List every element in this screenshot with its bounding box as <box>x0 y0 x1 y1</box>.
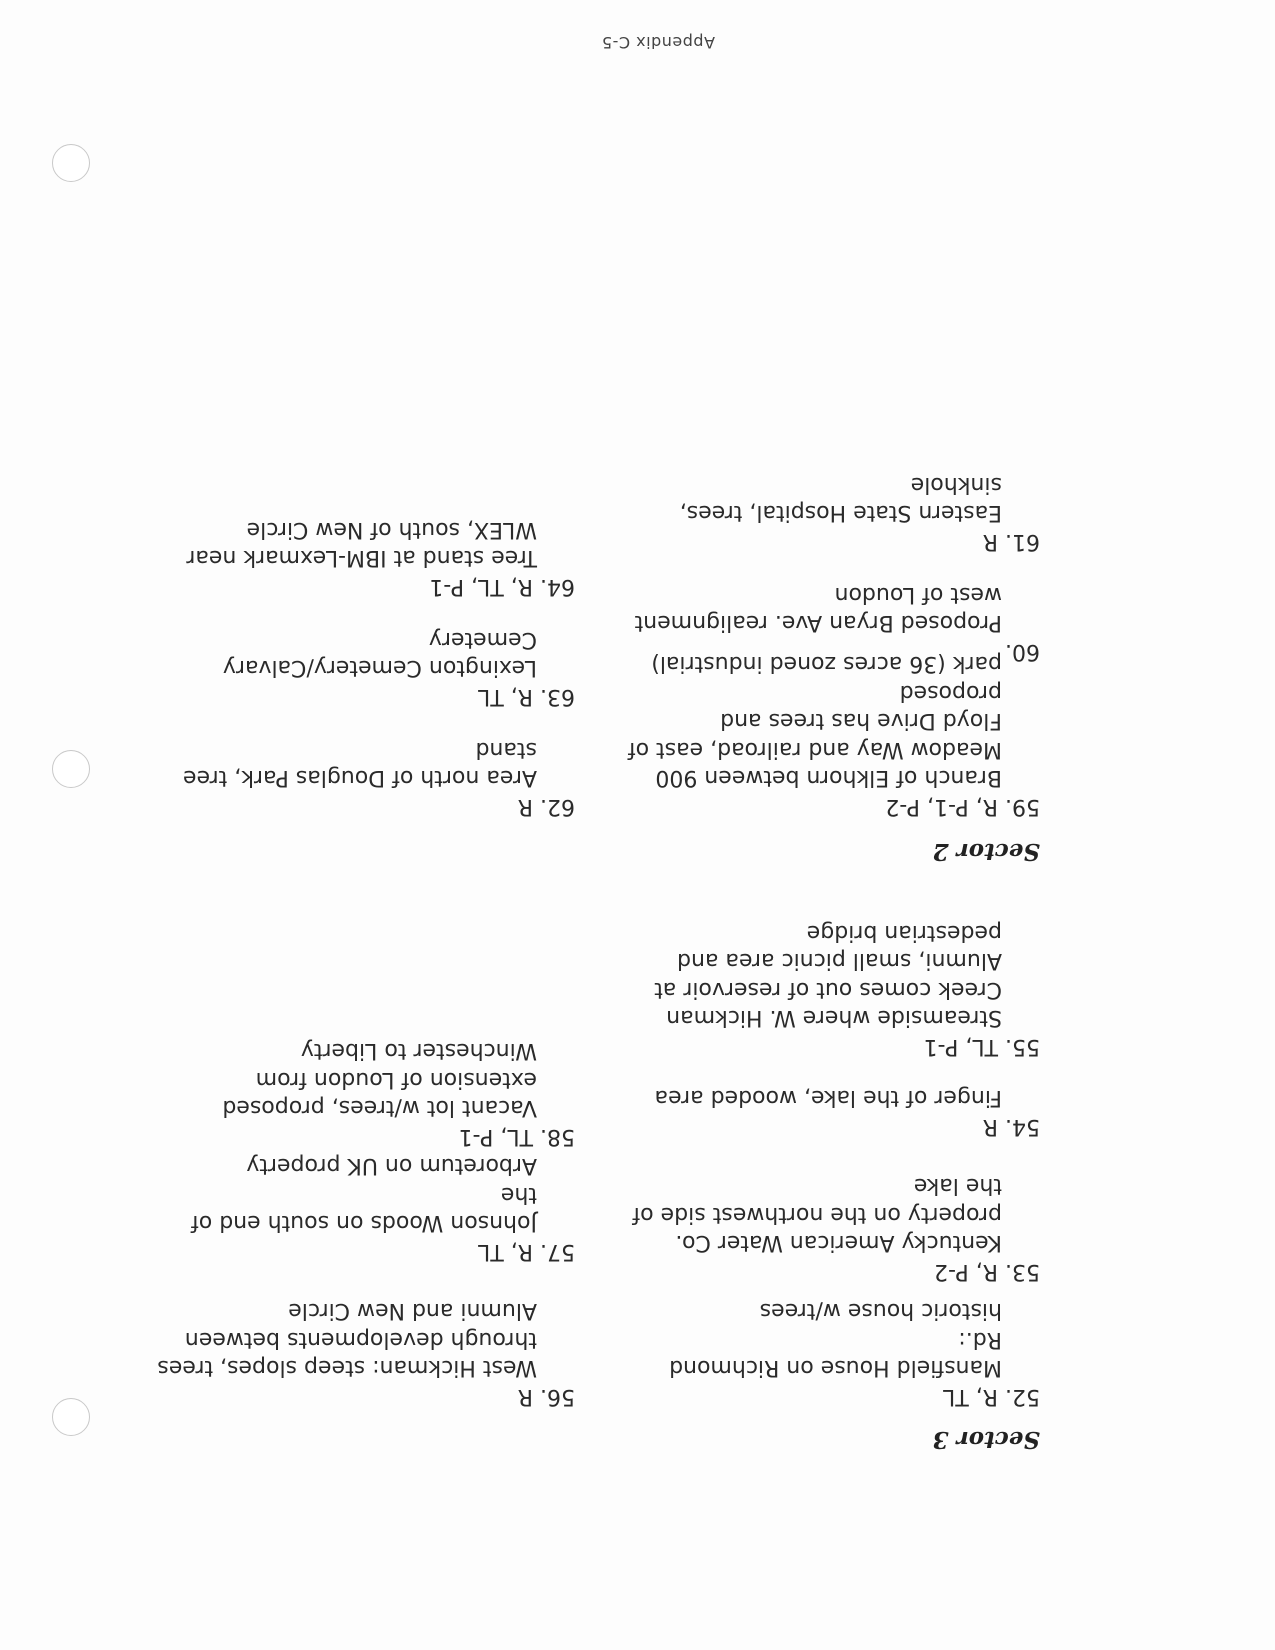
entry-number: 55. TL, P-1 <box>923 1034 1040 1059</box>
entry-57 <box>157 1151 575 1265</box>
entry-56 <box>157 1296 575 1410</box>
entry-59 <box>622 649 1040 820</box>
entry-64 <box>157 515 575 601</box>
section-heading-sector-2: Sector 2 <box>932 838 1040 865</box>
entry-62 <box>157 735 575 821</box>
entry-54 <box>622 1083 1040 1140</box>
entry-description: Proposed Bryan Ave. realignment west of Loudon <box>634 582 1002 636</box>
entry-number: 53. R, P-2 <box>934 1259 1040 1284</box>
entry-60 <box>622 580 1040 666</box>
entry-53 <box>622 1171 1040 1285</box>
entry-description: Vacant lot w/trees, proposed extension of Loudon from Winchester to Liberty <box>222 1038 537 1121</box>
entry-description: Branch of Elkhorn between 900 Meadow Way and railroad, east of Floyd Drive has trees and proposed park (36 acres zoned industrial) <box>627 651 1002 791</box>
entry-number: 54. R <box>982 1114 1040 1139</box>
entry-number: 60. <box>1005 639 1040 664</box>
page-footer: Appendix C-5 <box>601 33 715 52</box>
entry-number: 57. R, TL <box>478 1239 575 1264</box>
entry-52 <box>622 1296 1040 1410</box>
entry-number: 64. R, TL, P-1 <box>429 574 575 599</box>
entry-description: Area north of Douglas Park, tree stand <box>183 737 537 791</box>
entry-number: 61. R <box>982 529 1040 554</box>
entry-55 <box>622 918 1040 1061</box>
entry-description: Eastern State Hospital, trees, sinkhole <box>679 472 1002 526</box>
binder-hole-bottom <box>52 144 90 182</box>
entry-63 <box>157 625 575 711</box>
entry-description: Mansfield House on Richmond Rd.: historic house w/trees <box>669 1298 1002 1381</box>
entry-number: 63. R, TL <box>478 684 575 709</box>
entry-number: 58. TL, P-1 <box>458 1124 575 1149</box>
entry-description: West Hickman: steep slopes, trees through developments between Alumni and New Circle <box>157 1298 537 1381</box>
entry-number: 62. R <box>517 794 575 819</box>
entry-number: 56. R <box>517 1384 575 1409</box>
binder-hole-middle <box>52 750 90 788</box>
entry-description: Lexington Cemetery/Calvary Cemetery <box>222 627 537 681</box>
binder-hole-top <box>52 1398 90 1436</box>
entry-61 <box>622 470 1040 556</box>
entry-number: 59. R, P-1, P-2 <box>885 794 1040 819</box>
entry-number: 52. R, TL <box>943 1384 1040 1409</box>
entry-description: Finger of the lake, wooded area <box>654 1085 1002 1111</box>
entry-description: Johnson Woods on south end of the Arboretum on UK property <box>191 1153 537 1236</box>
entry-58 <box>157 1036 575 1150</box>
entry-description: Tree stand at IBM-Lexmark near WLEX, south of New Circle <box>186 517 537 571</box>
entry-description: Kentucky American Water Co. property on the northwest side of the lake <box>632 1173 1002 1256</box>
section-heading-sector-3: Sector 3 <box>932 1426 1040 1453</box>
entry-description: Streamside where W. Hickman Creek comes out of reservoir at Alumni, small picnic area and pedestrian bridge <box>654 920 1002 1031</box>
